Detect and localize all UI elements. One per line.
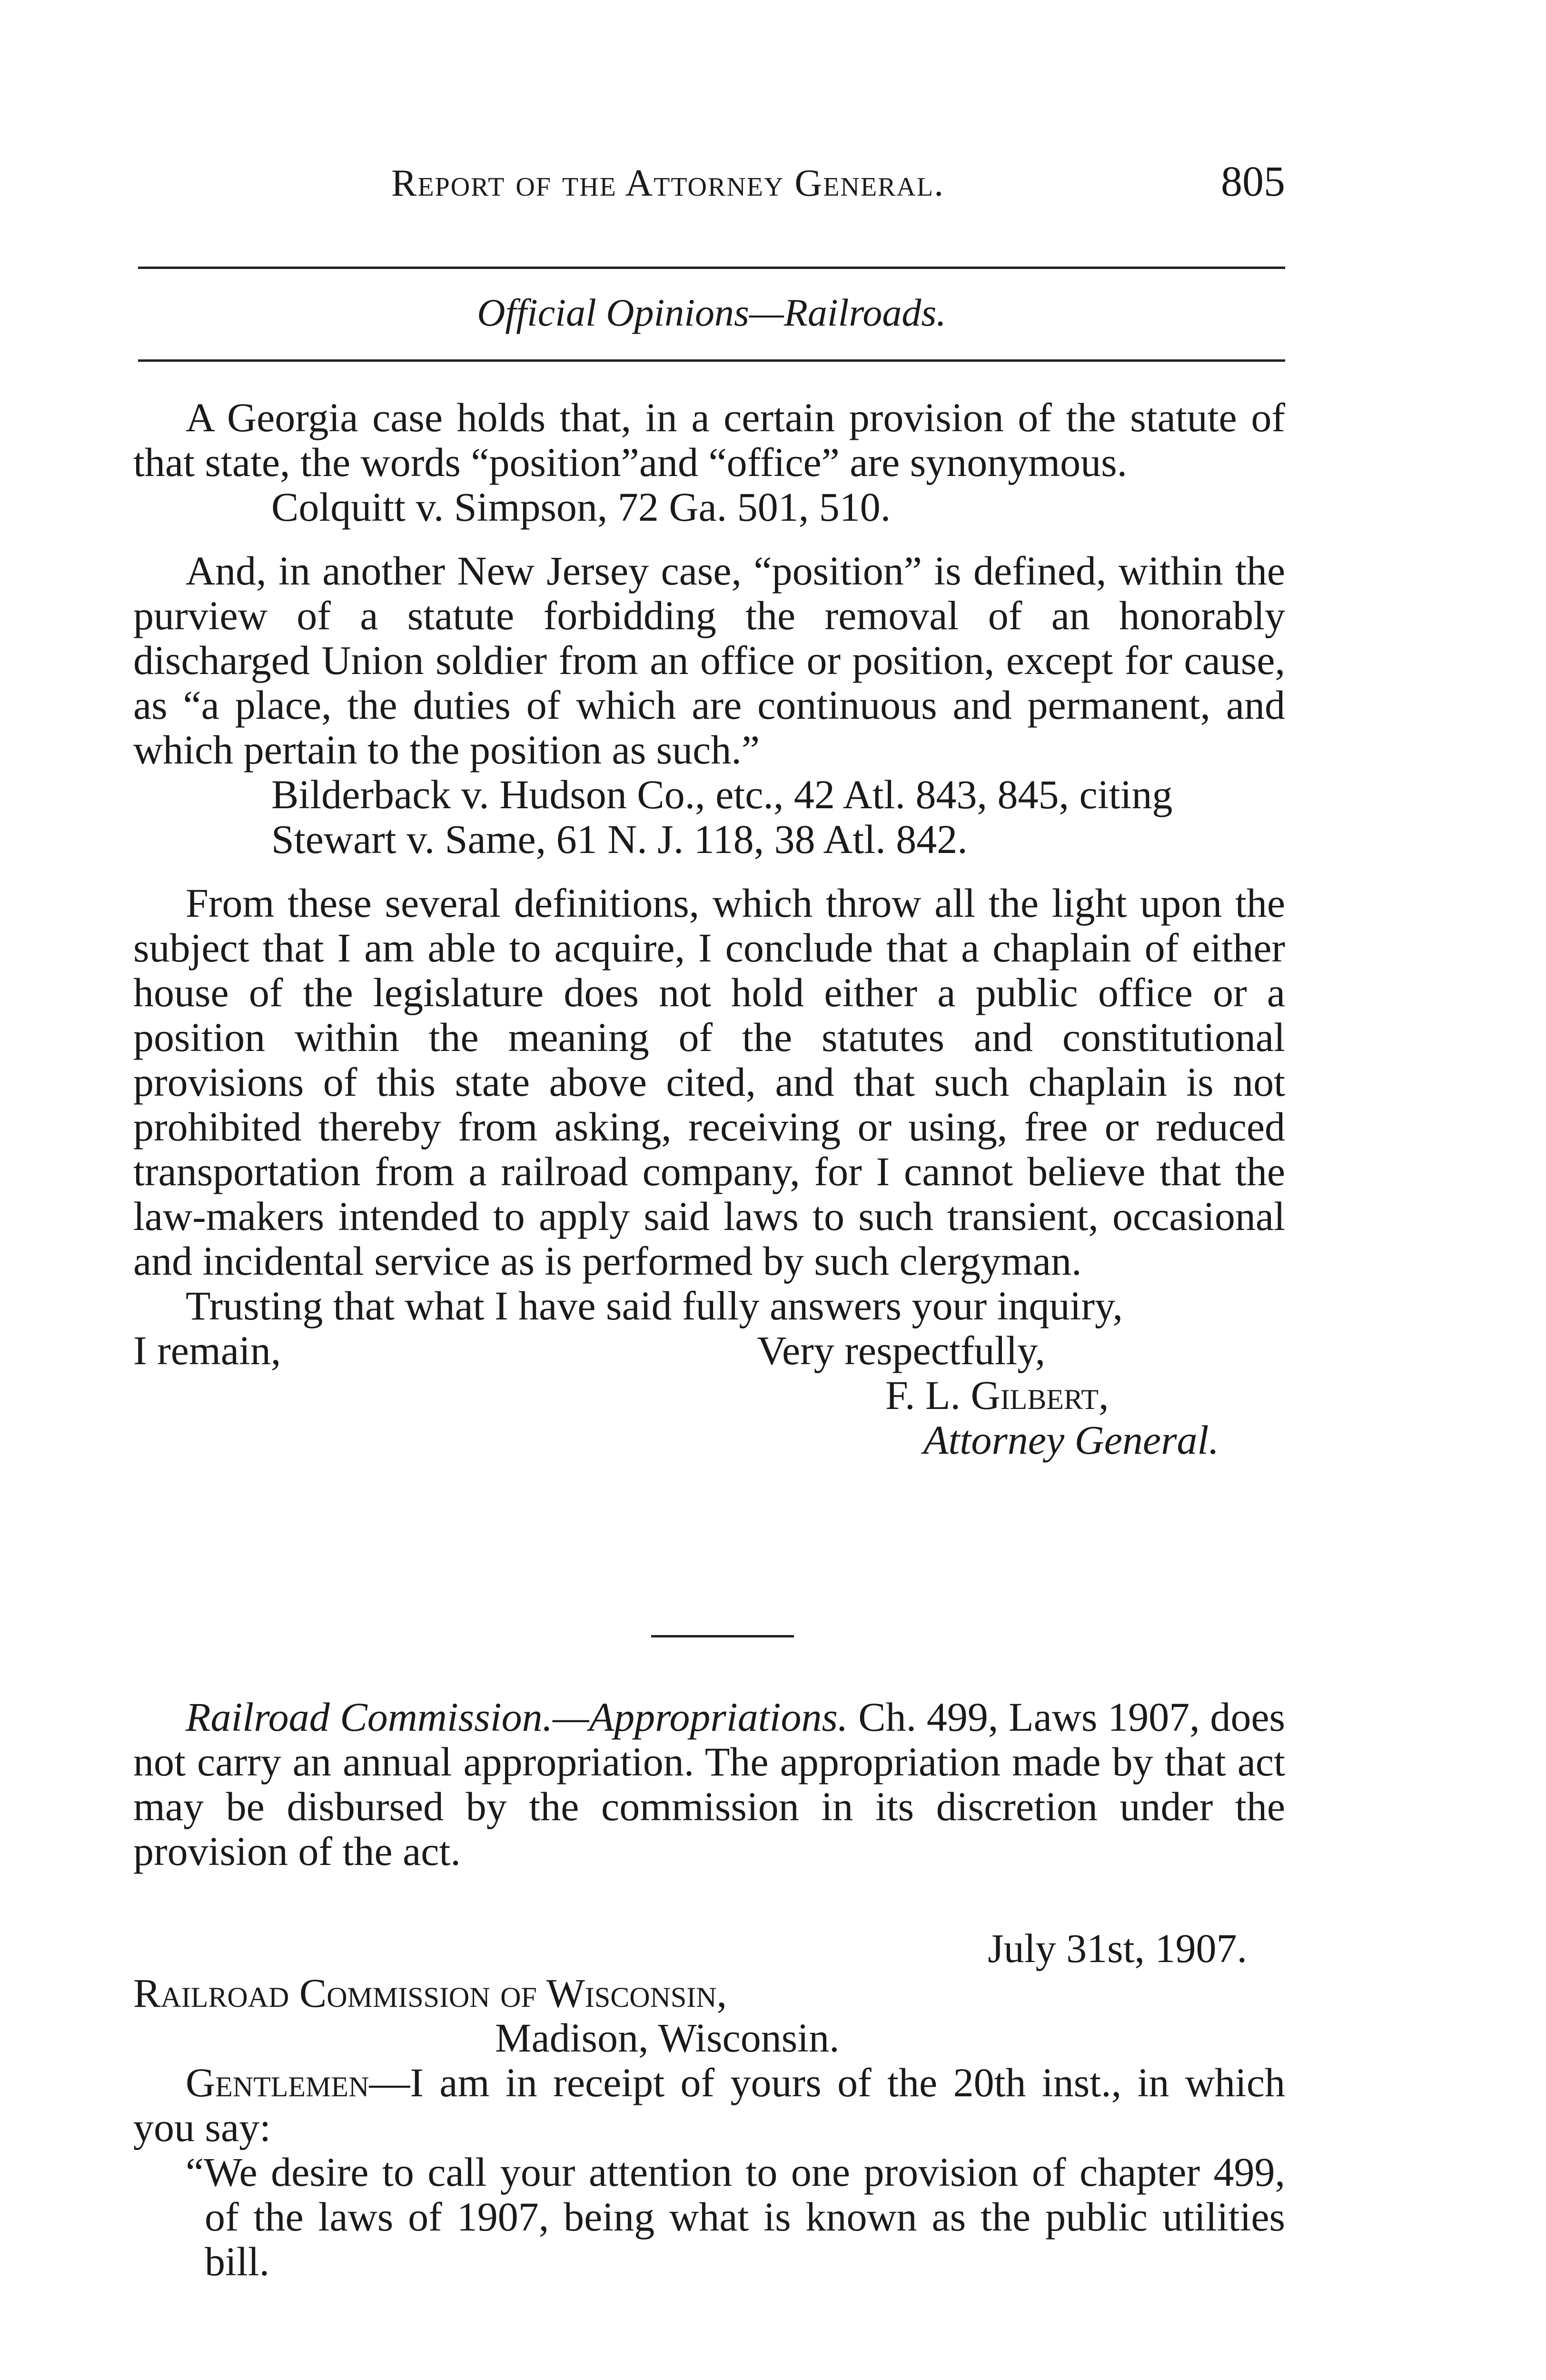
letter-intro: —I am in receipt of yours of the 20th inst., in which you say: [133, 2060, 1285, 2150]
header-rule [138, 267, 1285, 269]
letter-quote: “We desire to call your attention to one provision of chapter 499, of the laws of 1907, being what is known as the public utilities bill. [186, 2149, 1285, 2284]
second-opinion-body [133, 1695, 1285, 2284]
citation-bilderback: Bilderback v. Hudson Co., etc., 42 Atl. 843, 845, citing [271, 772, 1173, 817]
paragraph-georgia-case: A Georgia case holds that, in a certain provision of the statute of that state, the words “position”and “office” are synonymous. [133, 395, 1285, 485]
paragraph-conclusion: From these several definitions, which throw all the light upon the subject that I am able to acquire, I conclude that a chaplain of either house of the legislature does not hold either a public office or a position within the meaning of the statutes and constitutional provisions of this state above cited, and that such chaplain is not prohibited thereby from asking, receiving or using, free or reduced transportation from a railroad company, for I cannot believe that the law-makers intended to apply said laws to such transient, occasional and incidental service as is performed by such clergyman. [133, 880, 1285, 1284]
letter-opening [133, 2060, 1285, 2150]
opinion-body [133, 395, 1285, 1462]
second-opinion-heading: Railroad Commission.—Appropriations. [186, 1694, 848, 1740]
signer-title: Attorney General. [923, 1417, 1219, 1463]
letter-addressee: Railroad Commission of Wisconsin, [133, 1970, 727, 2016]
remain-text: I remain, [133, 1328, 281, 1373]
letter-salutation: Gentlemen [186, 2060, 369, 2105]
letter-date: July 31st, 1907. [988, 1925, 1247, 1971]
running-head: Report of the Attorney General. [391, 162, 945, 204]
remain-line [133, 1328, 1285, 1373]
second-opinion-summary-text: Ch. 499, Laws 1907, does not carry an annual appropriation. The appropriation made by that act may be disbursed by the commission in its discretion under the provision of the act. [133, 1694, 1286, 1874]
page-header [138, 157, 1285, 219]
section-divider [651, 1635, 794, 1637]
paragraph-new-jersey-case: And, in another New Jersey case, “position” is defined, within the purview of a statute forbidding the removal of an honorably discharged Union soldier from an office or position, except for cause, as “a place, the duties of which are continuous and permanent, and which pertain to the position as such.” [133, 548, 1285, 773]
page-number: 805 [1221, 158, 1285, 205]
subhead-rule [138, 359, 1285, 362]
letter-address: Madison, Wisconsin. [495, 2015, 840, 2061]
second-opinion-summary [133, 1695, 1285, 1874]
closing-line: Trusting that what I have said fully answers your inquiry, [186, 1283, 1123, 1329]
respectfully-text: Very respectfully, [757, 1328, 1046, 1373]
citation-colquitt: Colquitt v. Simpson, 72 Ga. 501, 510. [271, 484, 891, 530]
citation-stewart: Stewart v. Same, 61 N. J. 118, 38 Atl. 842. [271, 816, 968, 862]
section-subhead: Official Opinions—Railroads. [477, 291, 946, 334]
signer-name: F. L. Gilbert, [885, 1372, 1109, 1418]
